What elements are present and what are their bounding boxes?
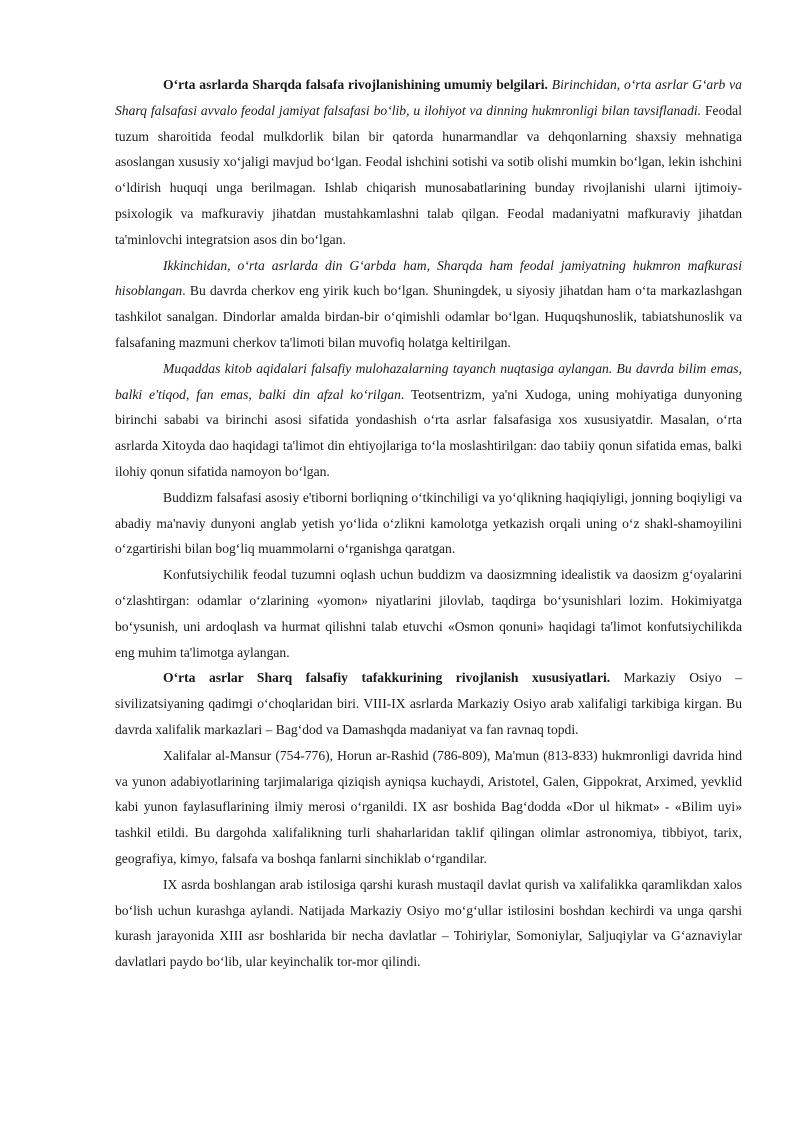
- paragraph-5: [115, 562, 742, 665]
- paragraph-1: [115, 72, 742, 253]
- body-text: Feodal tuzum sharoitida feodal mulkdorlik bilan bir qatorda hunarmandlar va dehqonlarning shaxsiy mehnatiga asoslangan xususiy xo‘jaligi mavjud bo‘lgan. Feodal ishchini sotishi va sotib olishi mumkin bo‘lgan, lekin ishchini o‘ldirish huquqi unga berilmagan. Ishlab chiqarish munosabatlarining bunday rivojlanishi ularni ijtimoiy-psixologik va mafkuraviy jihatdan mustahkamlashni talab qilgan. Feodal madaniyatni mafkuraviy jihatdan ta'minlovchi integratsion asos din bo‘lgan.: [115, 102, 742, 247]
- paragraph-3: [115, 356, 742, 485]
- body-text: Markaziy Osiyo – sivilizatsiyaning qadimgi o‘choqlaridan biri. VIII-IX asrlarda Markaziy Osiyo arab xalifaligi tarkibiga kirgan. Bu davrda xalifalik markazlari – Bag‘dod va Damashqda madaniyat va fan ravnaq topdi.: [115, 670, 742, 737]
- paragraph-7: [115, 743, 742, 872]
- body-text: IX asrda boshlangan arab istilosiga qarshi kurash mustaqil davlat qurish va xalifalikka qaramlikdan xalos bo‘lish uchun kurashga aylandi. Natijada Markaziy Osiyo mo‘g‘ullar istilosini boshdan kechirdi va unga qarshi kurash jarayonida XIII asr boshlarida bir necha davlatlar – Tohiriylar, Somoniylar, Saljuqiylar va G‘aznaviylar davlatlari paydo bo‘lib, ular keyinchalik tor-mor qilindi.: [115, 876, 742, 970]
- paragraph-4: [115, 485, 742, 562]
- body-text: Buddizm falsafasi asosiy e'tiborni borliqning o‘tkinchiligi va yo‘qlikning haqiqiyligi, jonning boqiyligi va abadiy ma'naviy dunyoni anglab yetish yo‘lida o‘zlikni kamolotga yetkazish orqali uning o‘z shakl-shamoyilini o‘zgartirishi bilan bog‘liq muammolarni o‘rganishga qaratgan.: [115, 489, 742, 557]
- paragraph-6: [115, 665, 742, 742]
- italic-text: Birinchidan, o‘rta asrlar G‘arb va Sharq falsafasi avvalo feodal jamiyat falsafasi bo‘lib, u ilohiyot va dinning hukmronligi bilan tavsiflanadi.: [115, 77, 742, 118]
- paragraph-2: [115, 253, 742, 356]
- body-text: . Bu davrda cherkov eng yirik kuch bo‘lgan. Shuningdek, u siyosiy jihatdan ham o‘ta markazlashgan tashkilot sanalgan. Dindorlar amalda birdan-bir o‘qimishli odamlar bo‘lgan. Huquqshunoslik, tabiatshunoslik va falsafaning mazmuni cherkov ta'limoti bilan muvofiq holatga keltirilgan.: [115, 283, 742, 350]
- section-heading: O‘rta asrlar Sharq falsafiy tafakkurining rivojlanish xususiyatlari.: [163, 670, 611, 686]
- section-heading: O‘rta asrlarda Sharqda falsafa rivojlanishining umumiy belgilari.: [163, 77, 548, 92]
- body-text: . Teotsentrizm, ya'ni Xudoga, uning mohiyatiga dunyoning birinchi sababi va birinchi asosi sifatida yondashish o‘rta asrlar falsafasiga xos xususiyatdir. Masalan, o‘rta asrlarda Xitoyda dao haqidagi ta'limot din ehtiyojlariga to‘la moslashtirilgan: dao tabiiy qonun sifatida emas, balki ilohiy qonun sifatida namoyon bo‘lgan.: [115, 386, 742, 479]
- paragraph-8: [115, 872, 742, 975]
- italic-text: Ikkinchidan, o‘rta asrlarda din G‘arbda ham, Sharqda ham feodal jamiyatning hukmron mafkurasi hisoblangan: [115, 257, 742, 299]
- body-text: Konfutsiychilik feodal tuzumni oqlash uchun buddizm va daosizmning idealistik va daosizm g‘oyalarini o‘zlashtirgan: odamlar o‘zlarining «yomon» niyatlarini jilovlab, taqdirga bo‘ysunishlari lozim. Hokimiyatga bo‘ysunish, uni ardoqlash va hurmat qilishni talab etuvchi «Osmon qonuni» haqidagi ta'limot konfutsiychilikda eng muhim ta'limotga aylangan.: [115, 567, 742, 660]
- italic-text: Muqaddas kitob aqidalari falsafiy mulohazalarning tayanch nuqtasiga aylangan. Bu davrda bilim emas, balki e'tiqod, fan emas, balki din afzal ko‘rilgan: [115, 360, 742, 402]
- body-text: Xalifalar al-Mansur (754-776), Horun ar-Rashid (786-809), Ma'mun (813-833) hukmronligi davrida hind va yunon adabiyotlarining tarjimalariga qiziqish ayniqsa kuchaydi, Aristotel, Galen, Gippokrat, Arximed, yevklid kabi yunon faylasuflarining ilmiy merosi o‘rganildi. IX asr boshida Bag‘dodda «Dor ul hikmat» - «Bilim uyi» tashkil etildi. Bu dargohda xalifalikning turli shaharlaridan taklif qilingan olimlar astronomiya, tibbiyot, tarix, geografiya, kimyo, falsafa va boshqa fanlarni sinchiklab o‘rgandilar.: [115, 747, 742, 866]
